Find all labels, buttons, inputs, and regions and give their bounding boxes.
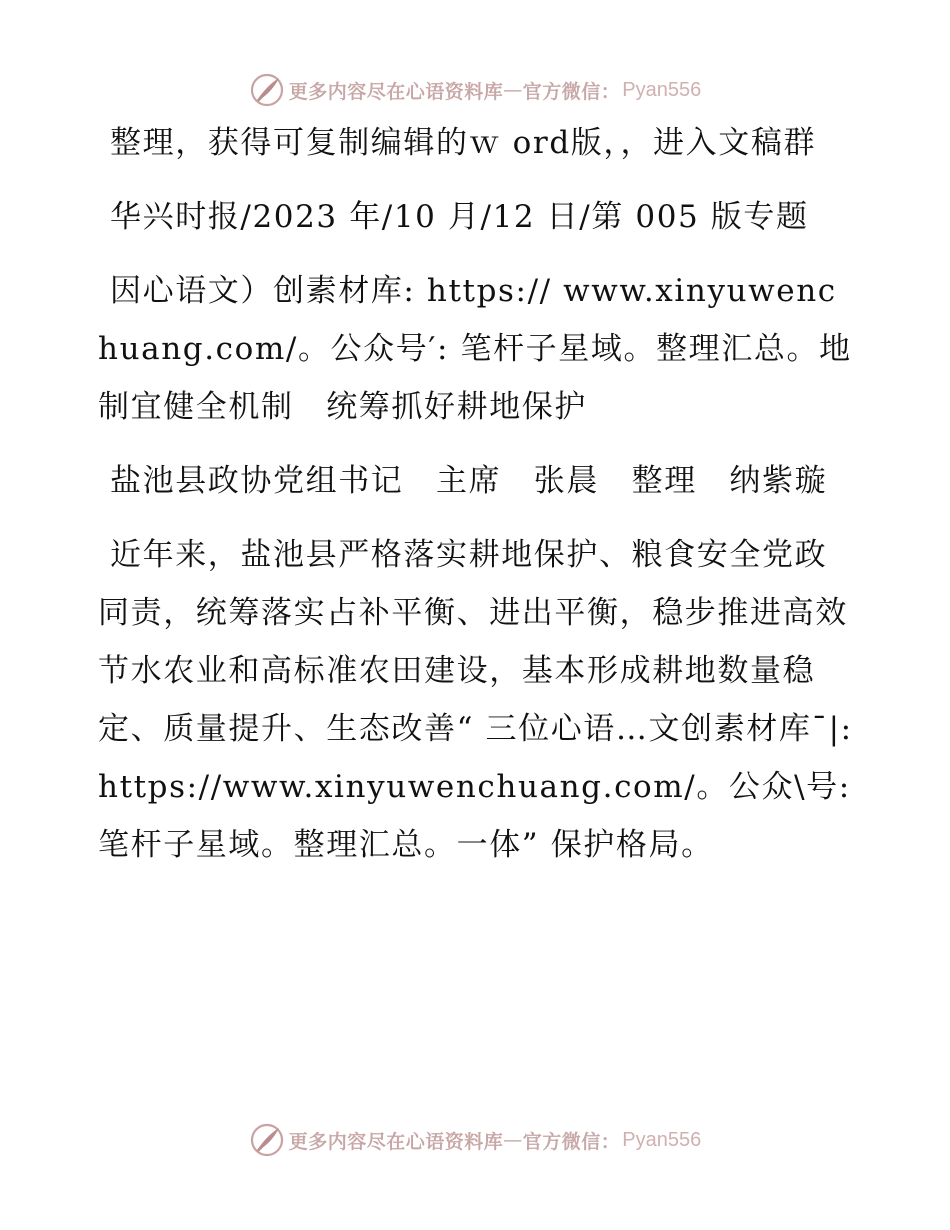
- banner-wechat-handle: Pyan556: [622, 78, 702, 101]
- paragraph-text: 整理，获得可复制编辑的ｗ ord版，，进入文稿群: [110, 125, 817, 161]
- paragraph-source: [98, 188, 858, 246]
- banner-main-text: 更多内容尽在心语资料库: [288, 1130, 504, 1153]
- header-watermark-banner: [0, 70, 950, 110]
- paragraph-text: 近年来，盐池县严格落实耕地保护、粮食安全党政同责，统筹落实占补平衡、进出平衡，稳步推进高效节水农业和高标准农田建设，基本形成耕地数量稳定、质量提升、生态改善“ 三位心语…文创素材库¯|: https://www.xinyuwenchuang.com/。公众\号: 笔杆子星域。整理汇总。一体” 保护格局。: [98, 537, 853, 863]
- banner-wechat-handle: Pyan556: [622, 1128, 702, 1151]
- paragraph-title: [98, 262, 858, 436]
- paragraph-author: [98, 452, 858, 510]
- banner-main-text: 更多内容尽在心语资料库: [288, 80, 504, 103]
- paragraph-text: 因心语文）创素材库: https:// www.xinyuwenchuang.com/。公众号′: 笔杆子星域。整理汇总。地制宜健全机制 统筹抓好耕地保护: [98, 273, 852, 425]
- document-body: [98, 114, 858, 890]
- quill-logo-icon: [249, 72, 285, 108]
- paragraph-body: [98, 526, 858, 874]
- paragraph-text: 华兴时报/2023 年/10 月/12 日/第 005 版专题: [110, 199, 809, 235]
- banner-wechat-label: 官方微信：: [522, 1130, 621, 1153]
- banner-separator: —: [503, 79, 523, 101]
- paragraph-intro: [98, 114, 858, 172]
- banner-separator: —: [503, 1129, 523, 1151]
- footer-watermark-banner: [0, 1120, 950, 1160]
- paragraph-text: 盐池县政协党组书记 主席 张晨 整理 纳紫璇: [110, 463, 828, 499]
- quill-logo-icon: [249, 1122, 285, 1158]
- banner-wechat-label: 官方微信：: [522, 80, 621, 103]
